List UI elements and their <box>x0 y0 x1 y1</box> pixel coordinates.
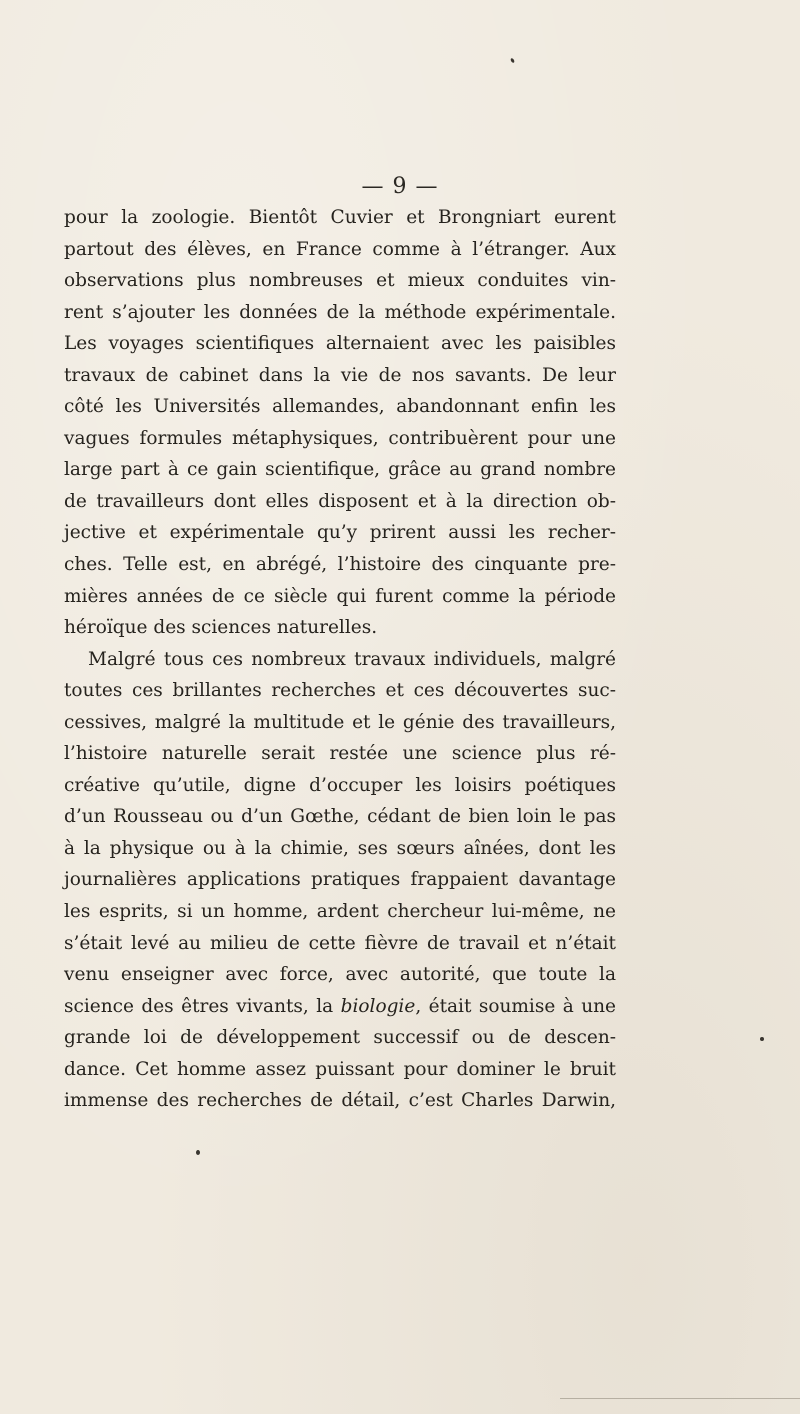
text-line: de travailleurs dont elles disposent et à la direction ob- <box>64 490 616 512</box>
text-line: dance. Cet homme assez puissant pour dominer le bruit <box>64 1058 616 1080</box>
text-line: immense des recherches de détail, c’est Charles Darwin, <box>64 1090 616 1112</box>
text-line: mières années de ce siècle qui furent comme la période <box>64 585 616 607</box>
page-number: — 9 — <box>361 174 439 199</box>
text-line: les esprits, si un homme, ardent chercheur lui-même, ne <box>64 901 616 923</box>
text-line: l’histoire naturelle serait restée une science plus ré- <box>64 743 616 765</box>
ink-speck <box>196 1150 200 1155</box>
text-line: partout des élèves, en France comme à l’étranger. Aux <box>64 238 616 260</box>
text-line: côté les Universités allemandes, abandonnant enfin les <box>64 396 616 418</box>
emphasized-word: biologie <box>340 995 416 1017</box>
text-line: rent s’ajouter les données de la méthode expérimentale. <box>64 301 616 323</box>
ink-speck <box>510 58 515 64</box>
text-line: travaux de cabinet dans la vie de nos savants. De leur <box>64 364 616 386</box>
text-line: Les voyages scientifiques alternaient avec les paisibles <box>64 333 616 355</box>
text-line: créative qu’utile, digne d’occuper les loisirs poétiques <box>64 774 616 796</box>
text-line: large part à ce gain scientifique, grâce au grand nombre <box>64 459 616 481</box>
text-line: s’était levé au milieu de cette fièvre de travail et n’était <box>64 932 616 954</box>
text-line: observations plus nombreuses et mieux conduites vin- <box>64 270 616 292</box>
text-line: ches. Telle est, en abrégé, l’histoire des cinquante pre- <box>64 554 616 576</box>
text-line: venu enseigner avec force, avec autorité, que toute la <box>64 964 616 986</box>
text-segment: science des êtres vivants, la <box>64 995 341 1017</box>
text-line: cessives, malgré la multitude et le génie des travailleurs, <box>64 711 616 733</box>
text-line: toutes ces brillantes recherches et ces découvertes suc- <box>64 680 616 702</box>
text-line: à la physique ou à la chimie, ses sœurs aînées, dont les <box>64 837 616 859</box>
text-line: journalières applications pratiques frappaient davantage <box>64 869 616 891</box>
text-line: d’un Rousseau ou d’un Gœthe, cédant de bien loin le pas <box>64 806 616 828</box>
text-segment: , était soumise à une <box>415 995 616 1017</box>
text-line: jective et expérimentale qu’y prirent aussi les recher- <box>64 522 616 544</box>
text-line: pour la zoologie. Bientôt Cuvier et Brongniart eurent <box>64 207 616 228</box>
body-text <box>64 202 616 1117</box>
text-line: Malgré tous ces nombreux travaux individuels, malgré <box>88 648 616 670</box>
text-line: grande loi de développement successif ou de descen- <box>64 1027 616 1049</box>
text-line: vagues formules métaphysiques, contribuèrent pour une <box>64 427 616 449</box>
text-line: héroïque des sciences naturelles. <box>64 617 378 639</box>
scan-edge-line <box>560 1398 800 1399</box>
ink-speck <box>760 1037 764 1041</box>
text-line <box>64 991 616 1023</box>
